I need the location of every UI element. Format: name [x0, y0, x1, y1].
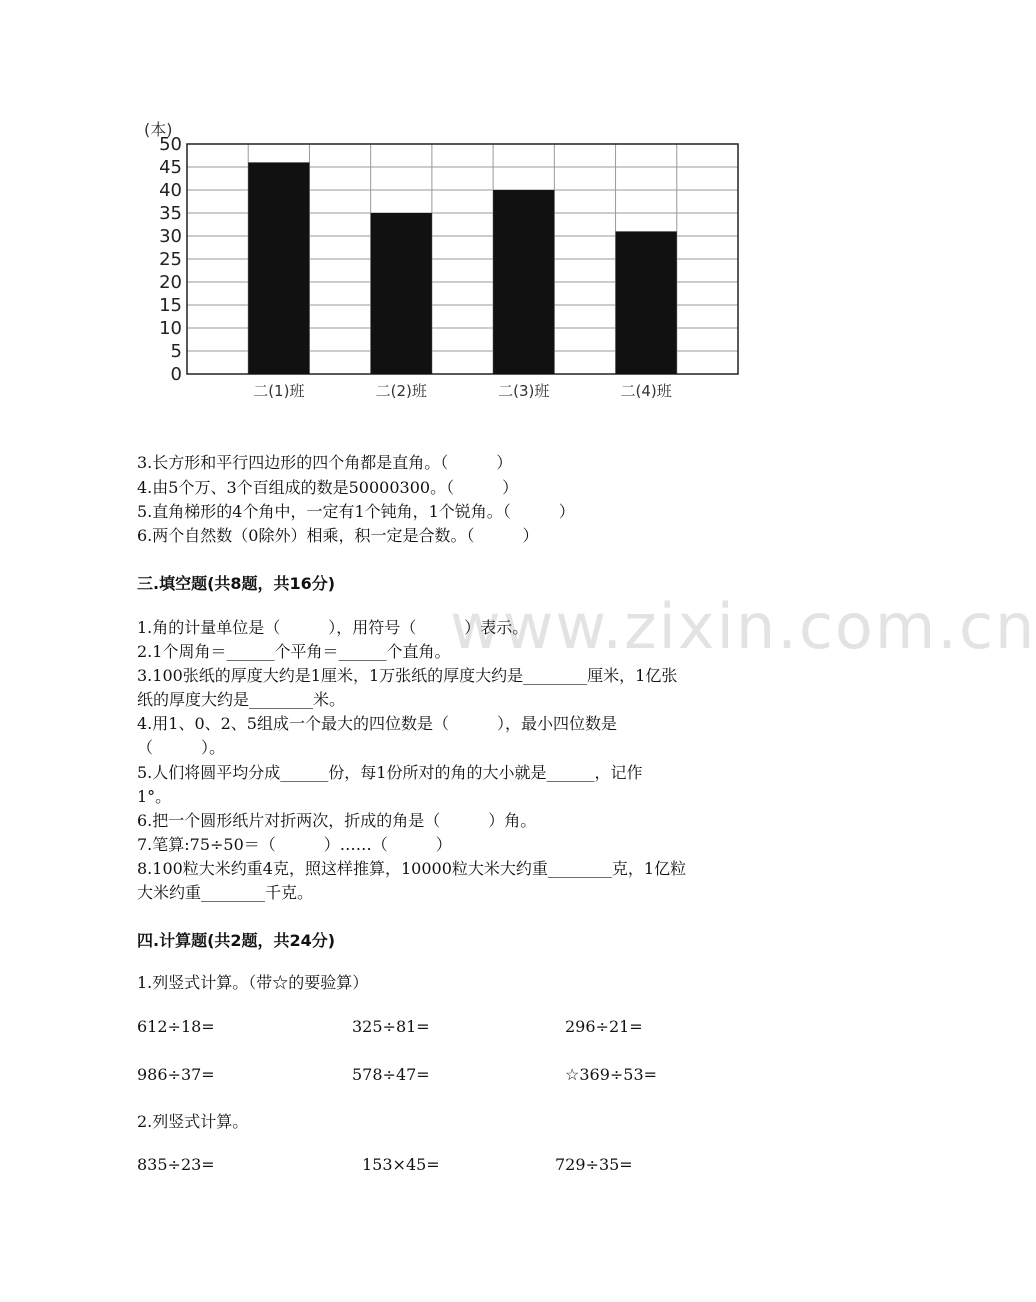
y-tick-label: 35: [159, 203, 182, 224]
fill-item-7: 7.笔算:75÷50＝（ ）……（ ）: [137, 835, 452, 854]
fill-item-3: 3.100张纸的厚度大约是1厘米，1万张纸的厚度大约是________厘米，1亿张: [137, 666, 678, 685]
calc-q1-title: 1.列竖式计算。（带☆的要验算）: [137, 973, 369, 992]
watermark: www.zixin.com.cn: [450, 590, 1036, 663]
bar: [493, 190, 554, 374]
x-category-label: 二(1)班: [253, 382, 305, 400]
fill-item-6: 6.把一个圆形纸片对折两次，折成的角是（ ）角。: [137, 811, 537, 830]
x-category-label: 二(2)班: [375, 382, 427, 400]
bar-chart: [130, 112, 750, 402]
y-tick-label: 10: [159, 318, 182, 339]
y-tick-labels: [159, 134, 182, 385]
y-tick-label: 5: [170, 341, 182, 362]
fill-item-4-cont: （ ）。: [137, 738, 226, 757]
bar: [371, 213, 432, 374]
calc-problem: 729÷35=: [555, 1155, 633, 1174]
y-tick-label: 15: [159, 295, 182, 316]
section4-title: 四.计算题(共2题，共24分): [137, 931, 336, 950]
fill-item-8: 8.100粒大米约重4克，照这样推算，10000粒大米大约重________克，1亿粒: [137, 859, 687, 878]
x-category-label: 二(3)班: [498, 382, 550, 400]
calc-problem: 835÷23=: [137, 1155, 215, 1174]
calc-problem-with-star: ☆369÷53=: [565, 1065, 658, 1084]
fill-item-3-cont: 纸的厚度大约是________米。: [137, 690, 346, 709]
x-category-label: 二(4)班: [620, 382, 672, 400]
judge-item-4: 4.由5个万、3个百组成的数是50000300。（ ）: [137, 478, 519, 497]
y-axis-label: (本): [144, 120, 173, 139]
section3-title: 三.填空题(共8题，共16分): [137, 574, 336, 593]
y-tick-label: 0: [170, 364, 182, 385]
calc-problem: 578÷47=: [352, 1065, 430, 1084]
calc-problem: 612÷18=: [137, 1017, 215, 1036]
fill-item-8-cont: 大米约重________千克。: [137, 883, 314, 902]
fill-item-4: 4.用1、0、2、5组成一个最大的四位数是（ ），最小四位数是: [137, 714, 617, 733]
calc-problem: 986÷37=: [137, 1065, 215, 1084]
fill-item-5-cont: 1°。: [137, 787, 172, 806]
bar: [248, 162, 309, 374]
judge-item-6: 6.两个自然数（0除外）相乘，积一定是合数。（ ）: [137, 526, 539, 545]
y-tick-label: 40: [159, 180, 182, 201]
y-tick-label: 25: [159, 249, 182, 270]
judge-item-3: 3.长方形和平行四边形的四个角都是直角。（ ）: [137, 453, 513, 472]
chart-bars: [248, 162, 677, 374]
calc-problem: 325÷81=: [352, 1017, 430, 1036]
calc-problem: 153×45=: [362, 1155, 440, 1174]
y-tick-label: 50: [159, 134, 182, 155]
fill-item-1: 1.角的计量单位是（ ），用符号（ ）表示。: [137, 618, 529, 637]
y-tick-label: 45: [159, 157, 182, 178]
fill-item-5: 5.人们将圆平均分成______份，每1份所对的角的大小就是______，记作: [137, 763, 643, 782]
y-tick-label: 20: [159, 272, 182, 293]
judge-item-5: 5.直角梯形的4个角中，一定有1个钝角，1个锐角。（ ）: [137, 502, 575, 521]
calc-problem: 296÷21=: [565, 1017, 643, 1036]
fill-item-2: 2.1个周角＝______个平角＝______个直角。: [137, 642, 451, 661]
calc-q2-title: 2.列竖式计算。: [137, 1112, 249, 1131]
bar: [616, 231, 677, 374]
y-tick-label: 30: [159, 226, 182, 247]
x-category-labels: [253, 382, 672, 400]
